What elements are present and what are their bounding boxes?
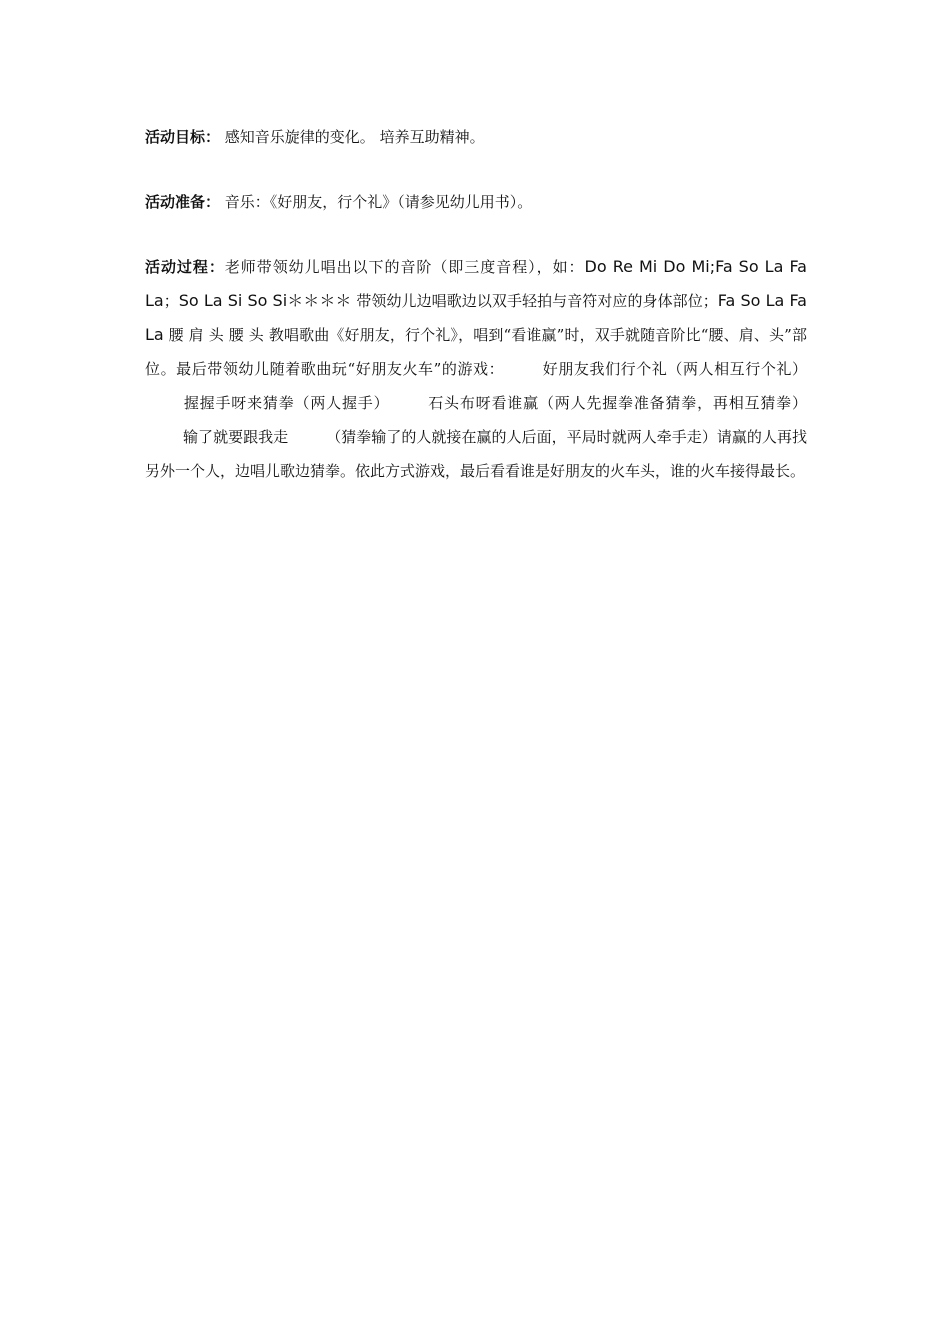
activity-process (145, 250, 807, 488)
prep-text: 音乐：《好朋友，行个礼》（请参见幼儿用书）。 (224, 193, 533, 211)
process-text-4: 腰 肩 头 腰 头 教唱歌曲《好朋友，行个礼》，唱到“看谁赢”时，双手就随音阶比“腰、肩、头”部位。最后带领幼儿随着歌曲玩“好朋友火车”的游戏： (145, 326, 807, 378)
song-line-2: 握握手呀来猜拳（两人握手） (183, 394, 390, 412)
scale-notes-2: So La Si So Si＊＊＊＊ (178, 291, 352, 310)
song-line-4: 输了就要跟我走 (183, 428, 289, 446)
process-text-1: 老师带领幼儿唱出以下的音阶（即三度音程），如： (224, 258, 585, 276)
process-text-final: （猜拳输了的人就接在赢的人后面，平局时就两人牵手走）请赢的人再找另外一个人，边唱儿歌边猜拳。依此方式游戏，最后看看谁是好朋友的火车头，谁的火车接得最长。 (145, 428, 807, 480)
process-text-3: 带领幼儿边唱歌边以双手轻拍与音符对应的身体部位； (351, 292, 718, 310)
goal-text: 感知音乐旋律的变化。 培养互助精神。 (224, 128, 485, 146)
process-text-2: ； (163, 292, 179, 310)
activity-goal (145, 120, 807, 154)
process-label: 活动过程： (145, 258, 225, 276)
scale-notes-3: Fa So La Fa La (145, 291, 807, 344)
song-line-1: 好朋友我们行个礼（两人相互行个礼） (542, 360, 807, 378)
goal-label: 活动目标： (145, 128, 221, 146)
prep-label: 活动准备： (145, 193, 221, 211)
document-page (145, 120, 807, 488)
song-line-3: 石头布呀看谁赢（两人先握拳准备猜拳，再相互猜拳） (427, 394, 807, 412)
scale-notes-1: Do Re Mi Do Mi;Fa So La Fa La (145, 257, 807, 310)
activity-preparation (145, 185, 807, 219)
